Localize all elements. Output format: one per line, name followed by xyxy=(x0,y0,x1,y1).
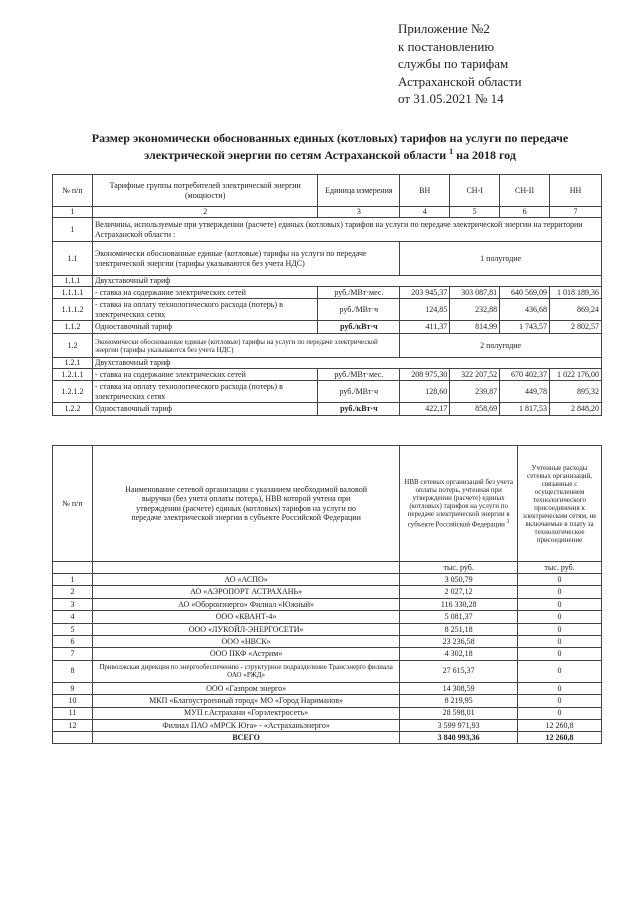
header-nvv-text: НВВ сетевых организаций без учета оплаты потерь, учтенная при утверждении (расчете) единых (котловых) тарифов на услуги по передаче электрической энергии в субъекте Российской Федерации xyxy=(404,478,514,529)
header-nvv xyxy=(400,446,518,562)
value-cell: 449,78 xyxy=(500,381,550,403)
value-cell: 203 945,37 xyxy=(400,287,450,299)
table-row xyxy=(53,623,602,635)
row-num: 1.1.1.1 xyxy=(53,287,93,299)
header-unit: Единица измерения xyxy=(318,175,400,207)
expenses-value: 12 260,8 xyxy=(518,719,602,731)
value-cell: 858,69 xyxy=(450,403,500,416)
value-cell: 411,37 xyxy=(400,321,450,334)
nvv-value: 23 236,58 xyxy=(400,635,518,647)
half-year: 2 полугодие xyxy=(400,334,602,358)
unit-cell: тыс. руб. xyxy=(400,562,518,574)
expenses-value: 0 xyxy=(518,660,602,682)
row-num: 12 xyxy=(53,719,93,731)
expenses-value: 0 xyxy=(518,695,602,707)
table-row xyxy=(53,648,602,660)
expenses-value: 0 xyxy=(518,623,602,635)
nvv-value: 27 615,37 xyxy=(400,660,518,682)
value-cell: 1 018 189,36 xyxy=(550,287,602,299)
value-cell: 239,87 xyxy=(450,381,500,403)
row-num: 10 xyxy=(53,695,93,707)
column-number-row xyxy=(53,207,602,218)
header-name: Наименование сетевой организации с указанием необходимой валовой выручки (без учета оплаты потерь), НВВ которой учтена при утверждении (расчете) единых (котловых) тарифов на услуги по передаче электрической энергии в субъекте Российской Федерации xyxy=(92,446,399,562)
header-num: № п/п xyxy=(53,446,93,562)
empty-cell xyxy=(92,562,399,574)
value-cell: 640 569,09 xyxy=(500,287,550,299)
row-unit: руб./МВт·ч xyxy=(318,299,400,321)
value-cell: 322 207,52 xyxy=(450,369,500,381)
row-num: 1.2.1.1 xyxy=(53,369,93,381)
row-text: - ставка на оплату технологического расхода (потерь) в электрических сетях xyxy=(92,381,317,403)
row-text: Одноставочный тариф xyxy=(92,403,317,416)
total-value: 3 840 993,36 xyxy=(400,732,518,744)
row-unit: руб./кВт·ч xyxy=(318,321,400,334)
value-cell: 128,60 xyxy=(400,381,450,403)
col-number: 1 xyxy=(53,207,93,218)
expenses-value: 0 xyxy=(518,648,602,660)
table-row xyxy=(53,682,602,694)
table-header-row xyxy=(53,175,602,207)
row-unit: руб./МВт·мес. xyxy=(318,369,400,381)
org-name: МУП г.Астрахани «Горэлектросеть» xyxy=(92,707,399,719)
table-row xyxy=(53,598,602,610)
header-num: № п/п xyxy=(53,175,93,207)
nvv-value: 14 308,59 xyxy=(400,682,518,694)
expenses-value: 0 xyxy=(518,635,602,647)
row-num: 7 xyxy=(53,648,93,660)
org-name: ООО ПКФ «Астрим» xyxy=(92,648,399,660)
col-number: 6 xyxy=(500,207,550,218)
row-num: 3 xyxy=(53,598,93,610)
table-row xyxy=(53,381,602,403)
value-cell: 1 743,57 xyxy=(500,321,550,334)
row-text: - ставка на оплату технологического расхода (потерь) в электрических сетях xyxy=(92,299,317,321)
org-name: АО «АЭРОПОРТ АСТРАХАНЬ» xyxy=(92,586,399,598)
header-level: СН-II xyxy=(500,175,550,207)
org-name: ООО «Газпром энерго» xyxy=(92,682,399,694)
row-unit: руб./МВт·ч xyxy=(318,381,400,403)
footnote-mark: 1 xyxy=(506,519,510,526)
row-num: 6 xyxy=(53,635,93,647)
value-cell: 422,17 xyxy=(400,403,450,416)
value-cell: 232,88 xyxy=(450,299,500,321)
table-row xyxy=(53,287,602,299)
appendix-line: от 31.05.2021 № 14 xyxy=(398,91,504,106)
org-name: ООО «ЛУКОЙЛ-ЭНЕРГОСЕТИ» xyxy=(92,623,399,635)
table-row xyxy=(53,586,602,598)
row-unit: руб./МВт·мес. xyxy=(318,287,400,299)
row-num: 8 xyxy=(53,660,93,682)
half-year: 1 полугодие xyxy=(400,242,602,276)
value-cell: 1 817,53 xyxy=(500,403,550,416)
nvv-value: 116 330,28 xyxy=(400,598,518,610)
row-num: 1.1.2 xyxy=(53,321,93,334)
nvv-value: 3 050,79 xyxy=(400,574,518,586)
header-expenses: Учтенные расходы сетевых организаций, связанные с осуществлением технологического присоединения к электрическим сетям, не включаемые в плату за технологическое присоединение xyxy=(518,446,602,562)
org-name: МКП «Благоустроенный город» МО «Город Нариманов» xyxy=(92,695,399,707)
row-num: 1 xyxy=(53,218,93,242)
expenses-value: 0 xyxy=(518,574,602,586)
value-cell: 670 402,37 xyxy=(500,369,550,381)
value-cell: 208 975,30 xyxy=(400,369,450,381)
row-num: 5 xyxy=(53,623,93,635)
header-group: Тарифные группы потребителей электрической энергии (мощности) xyxy=(92,175,317,207)
document-title xyxy=(70,131,590,162)
unit-cell: тыс. руб. xyxy=(518,562,602,574)
col-number: 2 xyxy=(92,207,317,218)
org-name: Филиал ПАО «МРСК Юга» - «Астраханьэнерго» xyxy=(92,719,399,731)
appendix-block xyxy=(398,20,628,108)
value-cell: 814,99 xyxy=(450,321,500,334)
total-value: 12 260,8 xyxy=(518,732,602,744)
units-row xyxy=(53,562,602,574)
title-line-1: Размер экономически обоснованных единых (котловых) тарифов на услуги по передаче xyxy=(91,131,569,145)
total-label: ВСЕГО xyxy=(92,732,399,744)
col-number: 3 xyxy=(318,207,400,218)
col-number: 4 xyxy=(400,207,450,218)
row-text: Двухставочный тариф xyxy=(92,276,601,287)
org-name: АО «АСПО» xyxy=(92,574,399,586)
col-number: 7 xyxy=(550,207,602,218)
row-text: Одноставочный тариф xyxy=(92,321,317,334)
expenses-value: 0 xyxy=(518,598,602,610)
network-organizations-table xyxy=(52,445,602,744)
value-cell: 869,24 xyxy=(550,299,602,321)
empty-cell xyxy=(53,732,93,744)
title-line-2b: на 2018 год xyxy=(453,148,516,162)
table-row xyxy=(53,707,602,719)
row-num: 1.2 xyxy=(53,334,93,358)
expenses-value: 0 xyxy=(518,611,602,623)
value-cell: 124,85 xyxy=(400,299,450,321)
row-text: - ставка на содержание электрических сетей xyxy=(92,287,317,299)
appendix-line: службы по тарифам xyxy=(398,56,509,71)
table-row xyxy=(53,369,602,381)
table-row xyxy=(53,358,602,369)
org-name: ООО «НВСК» xyxy=(92,635,399,647)
table-row xyxy=(53,635,602,647)
title-footnote: 1 xyxy=(449,147,454,156)
row-num: 1.1.1.2 xyxy=(53,299,93,321)
row-text: - ставка на содержание электрических сетей xyxy=(92,369,317,381)
table-row xyxy=(53,611,602,623)
row-num: 2 xyxy=(53,586,93,598)
row-num: 1 xyxy=(53,574,93,586)
table-row xyxy=(53,276,602,287)
header-level: СН-I xyxy=(450,175,500,207)
value-cell: 436,68 xyxy=(500,299,550,321)
org-name: АО «Оборонэнерго» Филиал «Южный» xyxy=(92,598,399,610)
nvv-value: 3 599 971,93 xyxy=(400,719,518,731)
expenses-value: 0 xyxy=(518,586,602,598)
appendix-line: к постановлению xyxy=(398,38,495,54)
table-header-row xyxy=(53,446,602,562)
table-row xyxy=(53,321,602,334)
table-row xyxy=(53,695,602,707)
value-cell: 2 848,20 xyxy=(550,403,602,416)
table-row xyxy=(53,719,602,731)
value-cell: 303 087,81 xyxy=(450,287,500,299)
row-text: Величины, используемые при утверждении (расчете) единых (котловых) тарифов на услуги по передаче электрической энергии на территории Астраханской области : xyxy=(92,218,601,242)
total-row xyxy=(53,732,602,744)
org-name: Приволжская дирекция по энергообеспечению - структурное подразделение Трансэнерго филиала ОАО «РЖД» xyxy=(92,660,399,682)
row-num: 11 xyxy=(53,707,93,719)
table-row xyxy=(53,242,602,276)
row-text: Двухставочный тариф xyxy=(92,358,601,369)
title-line-2 xyxy=(70,145,590,162)
table-row xyxy=(53,574,602,586)
row-num: 1.2.2 xyxy=(53,403,93,416)
title-line-2a: электрической энергии по сетям Астраханской области xyxy=(144,148,447,162)
org-name: ООО «КВАНТ-4» xyxy=(92,611,399,623)
row-num: 9 xyxy=(53,682,93,694)
nvv-value: 2 027,12 xyxy=(400,586,518,598)
row-num: 1.2.1 xyxy=(53,358,93,369)
row-unit: руб./кВт·ч xyxy=(318,403,400,416)
table-row xyxy=(53,660,602,682)
value-cell: 2 802,57 xyxy=(550,321,602,334)
table-row xyxy=(53,334,602,358)
nvv-value: 28 598,01 xyxy=(400,707,518,719)
value-cell: 895,32 xyxy=(550,381,602,403)
row-num: 4 xyxy=(53,611,93,623)
appendix-line: Приложение №2 xyxy=(398,21,490,36)
row-num: 1.1 xyxy=(53,242,93,276)
row-text: Экономически обоснованные единые (котловые) тарифы на услуги по передаче электрической энергии (тарифы указываются без учета НДС) xyxy=(92,242,399,276)
header-level: НН xyxy=(550,175,602,207)
value-cell: 1 022 176,00 xyxy=(550,369,602,381)
appendix-line: Астраханской области xyxy=(398,73,522,89)
row-num: 1.2.1.2 xyxy=(53,381,93,403)
expenses-value: 0 xyxy=(518,682,602,694)
nvv-value: 5 081,37 xyxy=(400,611,518,623)
row-num: 1.1.1 xyxy=(53,276,93,287)
nvv-value: 4 302,18 xyxy=(400,648,518,660)
col-number: 5 xyxy=(450,207,500,218)
header-level: ВН xyxy=(400,175,450,207)
nvv-value: 8 251,18 xyxy=(400,623,518,635)
table-row xyxy=(53,218,602,242)
table-row xyxy=(53,403,602,416)
empty-cell xyxy=(53,562,93,574)
expenses-value: 0 xyxy=(518,707,602,719)
tariff-table xyxy=(52,174,602,416)
table-row xyxy=(53,299,602,321)
row-text: Экономически обоснованные единые (котловые) тарифы на услуги по передаче электрической энергии (тарифы указываются без учета НДС) xyxy=(92,334,399,358)
nvv-value: 8 219,95 xyxy=(400,695,518,707)
